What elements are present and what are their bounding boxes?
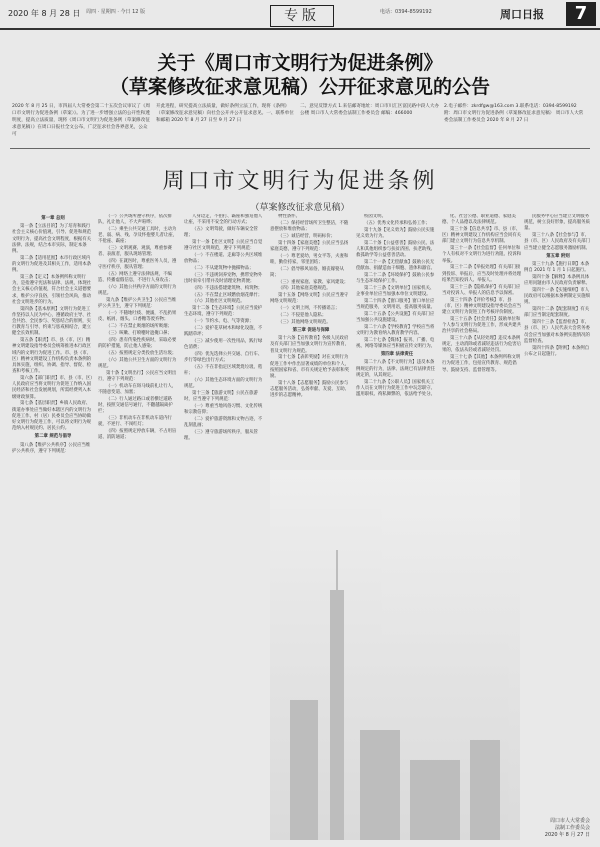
article-paragraph: （六）其他公共卫生方面的文明行为规范。 bbox=[98, 357, 177, 369]
law-column-2 bbox=[98, 214, 180, 842]
chapter-heading: 第一章 总则 bbox=[41, 216, 65, 221]
article-paragraph: （三）重视家庭、家教、家风建设； bbox=[278, 279, 349, 285]
law-column-6 bbox=[442, 214, 524, 842]
article-paragraph: （三）诚信经营，明码标价； bbox=[278, 233, 336, 239]
article-paragraph: 第四十三条【监督检查】市、县（市、区）人民代表大会常务委员会应当加强对本条例实施情况的监督检查。 bbox=[524, 320, 590, 344]
article-paragraph: （一）节约水、电、气等资源； bbox=[192, 319, 254, 325]
article-paragraph: （三）减少使用一次性用品，践行绿色消费； bbox=[184, 338, 263, 351]
article-paragraph: 第二十六条【学校教育】学校应当将文明行为教育纳入教育教学内容。 bbox=[356, 324, 435, 336]
article-paragraph: 第四十二条【配套制度】有关部门应当制定配套制度。 bbox=[524, 307, 590, 319]
article-paragraph: （五）不在非指定区域焚烧垃圾、秸秆； bbox=[184, 364, 263, 377]
signature-date: 2020 年 8 月 27 日 bbox=[544, 832, 590, 838]
article-paragraph: （六）其他公共秩序方面的文明行为规范。 bbox=[98, 285, 177, 297]
article-paragraph: （三）遵守旅游场所秩序，服从管理。 bbox=[184, 429, 258, 442]
law-column-7 bbox=[524, 214, 592, 842]
article-paragraph: （一）尊重当地风俗习惯、文化传统和宗教信仰； bbox=[184, 403, 263, 416]
article-paragraph: （五）优秀文化传承和弘扬工作； bbox=[364, 220, 430, 226]
article-paragraph: （五）不在禁止区域燃放烟花爆竹； bbox=[192, 292, 263, 298]
article-paragraph: （四）按照规定停放车辆，不占用盲道、消防通道； bbox=[98, 428, 177, 440]
announcement-title-line2: （草案修改征求意见稿）公开征求意见的公告 bbox=[109, 76, 490, 98]
article-paragraph: （二）不在禁止吸烟的场所吸烟； bbox=[106, 324, 172, 330]
article-paragraph: 第二十条【公益慈善】鼓励公民、法人和其他组织参与扶贫济困、扶老助残、救孤助学等公益慈善活动。 bbox=[356, 240, 436, 258]
article-paragraph: 第三十一条【社会监督】任何单位和个人有权对不文明行为进行劝阻、投诉和举报。 bbox=[442, 246, 522, 264]
article-paragraph: 第二十七条【媒体】报刊、广播、电视、网络等媒体应当积极宣传文明行为。 bbox=[356, 337, 436, 349]
article-paragraph: 第三十四条【评价考核】市、县（市、区）精神文明建设指导委员会应当建立文明行为促进工作考核评价制度。 bbox=[442, 297, 522, 316]
law-column-5 bbox=[356, 214, 438, 842]
article-paragraph: 第四十条【解释】本条例具体应用问题由市人民政府负责解释。 bbox=[524, 275, 590, 287]
chapter-heading: 第三章 促进与保障 bbox=[292, 327, 330, 333]
article-paragraph: （六）其他生态环境方面的文明行为规范。 bbox=[184, 377, 263, 390]
announcement-intro-col4: 2.电子邮件：zkrdfgw@163.com 3.联系电话：0394-8599192 附：周口市文明行为促进条例（草案修改征求意见稿） 周口市人大常委会法制工作委员会 2020 年 8 月 27 日 bbox=[444, 104, 584, 123]
issue-date: 2020 年 8 月 28 日 bbox=[8, 9, 81, 18]
article-paragraph: 第六条【部门职责】市、县（市、区）人民政府应当将文明行为促进工作纳入国民经济和社会发展规划，所需经费列入本级财政预算。 bbox=[12, 376, 93, 400]
article-paragraph: （二）不侵犯他人隐私； bbox=[278, 312, 327, 318]
article-paragraph: 第二十三条【文明单位】国家机关、企事业单位应当加强本单位文明建设。 bbox=[356, 285, 435, 297]
article-paragraph: 第三十五条【社会责任】鼓励单位和个人参与文明行为促进工作，形成共建共治共享的社会格局。 bbox=[442, 316, 522, 335]
article-paragraph: （五）按照规定分类投放生活垃圾； bbox=[106, 350, 177, 356]
article-paragraph: （六）其他社区文明规范。 bbox=[192, 299, 245, 305]
signature-line1: 周口市人大常委会 bbox=[549, 818, 590, 824]
newspaper-name: 周口日报 bbox=[500, 8, 544, 21]
law-title: 周口市文明行为促进条例 bbox=[162, 169, 438, 194]
article-paragraph: （五）网络上遵守法律法规，不编造、传播虚假信息，不进行人身攻击； bbox=[98, 272, 173, 284]
announcement-intro-col2: 开此进程，研究提高立法质量，做好条例立法工作，现将《条例》（草案修改征求意见稿）向社会公开并公开征求意见。一、联系单位和邮箱 2020 年 8 月 27 日至 9 月 27 日 bbox=[156, 104, 294, 123]
contact-info: 电话：0394-8599192 bbox=[380, 9, 432, 15]
article-paragraph: 第一条【立法目的】为了培育和践行社会主义核心价值观，引导、促进和规范文明行为，提高社会文明程度，根据有关法律、法规，结合本市实际，制定本条例。 bbox=[12, 224, 92, 255]
signature-line2: 法制工作委员会 bbox=[554, 825, 590, 831]
chapter-heading: 第二章 规范与倡导 bbox=[34, 434, 72, 440]
article-paragraph: 第十四条【家庭美德】公民应当弘扬家庭美德，遵守下列规范： bbox=[270, 240, 349, 252]
article-paragraph: 第二十五条【公共设施】有关部门应当加强公共设施建设。 bbox=[356, 311, 435, 323]
article-paragraph: （一）机动车在斑马线前礼让行人，不随意变道、加塞； bbox=[98, 383, 177, 395]
law-column-4 bbox=[270, 214, 352, 842]
divider bbox=[10, 148, 590, 149]
article-paragraph: 第二十一条【无偿献血】鼓励公民无偿献血、捐献造血干细胞、遗体和器官。 bbox=[356, 259, 436, 271]
article-paragraph: 第九条【维护公共卫生】公民应当维护公共卫生，遵守下列规范： bbox=[98, 298, 177, 310]
article-paragraph: （二）爱护花草树木和绿化设施，不践踏草坪； bbox=[184, 325, 263, 338]
article-paragraph: （三）非机动车在非机动车道内行驶，不逆行、不闯红灯； bbox=[98, 415, 172, 427]
article-paragraph: （一）不随地吐痰、便溺，不乱扔果皮、纸屑、烟头、口香糖等废弃物； bbox=[98, 311, 177, 323]
page-number: 7 bbox=[566, 2, 596, 26]
article-paragraph: （四）在就医时，尊重医务人员，遵守医疗秩序，服从管理； bbox=[98, 259, 177, 271]
article-paragraph: 校园文明。 bbox=[364, 214, 386, 219]
article-paragraph: （四）患有传染性疾病时，采取必要的防护措施，防止他人感染； bbox=[98, 337, 177, 349]
article-paragraph: 物性条件。 bbox=[278, 214, 300, 219]
article-paragraph: （一）文明上网，不传播谣言； bbox=[278, 306, 340, 312]
signature-block bbox=[545, 818, 590, 839]
announcement-intro-col3: 二、意见反馈方式 1.来信邮寄地址：周口市川汇区富民路中段人大办公楼 周口市人大常委会法制工作委员会 邮编：466000 bbox=[300, 104, 440, 116]
article-paragraph: （二）行人通过路口或者横过道路时，按照交通信号通行，不翻越隔离护栏； bbox=[98, 396, 173, 414]
article-paragraph: 第十条【文明出行】公民应当文明出行，遵守下列规范： bbox=[98, 370, 177, 382]
article-paragraph: 第三条【定义】本条例所称文明行为，是指遵守宪法和法律、法规，体现社会主义核心价值观，符合社会主义道德要求，维护公序良俗，引领社会风尚，推动社会文明进步的行为。 bbox=[12, 275, 92, 305]
article-paragraph: 第十二条【生态环境】公民应当爱护生态环境，遵守下列规范： bbox=[184, 306, 263, 318]
announcement-intro-col1: 2020 年 8 月 25 日，市四届人大常委会第二十五次会议审议了《周口市文明行为促进条例（草案）》。为了进一步增强立法的公开性和透明度，提高立法质量，现将《周口市文明行为促进条例（草案修改征求意见稿）》在周口日报社全文公布，广泛征求社会各界意见，公众可 bbox=[12, 104, 151, 137]
article-paragraph: 第十一条【社区文明】公民应当自觉遵守社区文明规范，遵守下列规范： bbox=[184, 240, 263, 252]
article-paragraph: 第五条【职责】市、县（市、区）精神文明建设指导委员会统筹推进本行政区域内的文明行为促进工作。市、县（市、区）精神文明建设工作机构负责本条例的具体实施，组织、协调、指导、督促、检查和考核工作。 bbox=[12, 338, 92, 375]
section-label: 专版 bbox=[270, 5, 334, 27]
article-paragraph: 第十九条【见义勇为】鼓励公民实施见义勇为行为。 bbox=[356, 227, 435, 239]
article-paragraph: （二）乘坐公共交通工具时，主动为老、弱、病、残、孕及怀抱婴儿者让座，不抢座、霸座； bbox=[98, 227, 178, 245]
article-paragraph: 第十六条【宣传教育】各级人民政府及有关部门应当加强文明行为宣传教育，普及文明行为规范。 bbox=[270, 336, 350, 354]
article-paragraph: 第三十二条【举报处理】有关部门接到投诉、举报后，应当及时处理并将处理结果告知投诉人、举报人。 bbox=[442, 265, 522, 283]
article-paragraph: （二）倡导移风易俗，婚丧嫁娶从简； bbox=[270, 266, 344, 278]
article-paragraph: 第十八条【志愿服务】鼓励公民参与志愿服务活动，弘扬奉献、友爱、互助、进步的志愿精神。 bbox=[270, 380, 350, 399]
article-paragraph: （一）尊老爱幼，男女平等，夫妻和睦，勤俭持家，邻里团结； bbox=[270, 253, 349, 265]
article-paragraph: 第二条【适用范围】本市行政区域内的文明行为促进及其相关工作，适用本条例。 bbox=[12, 255, 92, 274]
article-paragraph: 第三十八条【社会参与】市、县（市、区）人民政府及有关部门应当建立健全志愿服务激励机制。 bbox=[524, 233, 590, 251]
law-column-3 bbox=[184, 214, 266, 842]
article-paragraph: 第十五条【网络文明】公民应当遵守网络文明规范： bbox=[270, 293, 349, 305]
article-paragraph: 第二十八条【不文明行为】违反本条例规定的行为，法律、法规已有法律责任规定的，从其规定。 bbox=[356, 360, 436, 378]
announcement-title-line1: 关于《周口市文明行为促进条例》 bbox=[157, 52, 443, 74]
law-subtitle: （草案修改征求意见稿） bbox=[250, 203, 350, 213]
article-paragraph: 第三十六条【从轻处理】违反本条例规定，主动消除或者减轻违法行为危害后果的，依法从轻或者减轻处罚。 bbox=[442, 336, 522, 354]
article-paragraph: 人身边走，不拍打、霸座和强迫他人让座，不采用不安全的行动方式； bbox=[184, 214, 263, 226]
article-paragraph: 第七条【基层职责】乡镇人民政府、街道办事处应当做好本辖区内的文明行为促进工作。村（居）民委员会应当协助做好文明行为促进工作，可以将文明行为规范纳入村规民约、居民公约。 bbox=[12, 401, 92, 432]
chapter-heading: 第四章 法律责任 bbox=[380, 352, 414, 358]
article-paragraph: （一）公共场所遵守秩序，依次排队，礼让他人，不大声喧哗； bbox=[98, 214, 172, 226]
chapter-heading: 第五章 附则 bbox=[546, 253, 570, 259]
article-paragraph: （二）保持经营场所卫生整洁，不随意摆放和堆放物品； bbox=[270, 220, 349, 232]
article-paragraph: （一）不在楼道、走廊等公共区域堆放物品； bbox=[184, 253, 263, 265]
article-paragraph: （四）其他家庭美德规范。 bbox=[278, 286, 331, 292]
article-paragraph: 第三十七条【其他】本条例所称文明行为促进工作，包括宣传教育、规范倡导、鼓励支持、监督管理等。 bbox=[442, 355, 521, 373]
article-paragraph: （四）优先选择公共交通、自行车、步行等绿色出行方式； bbox=[184, 351, 263, 364]
article-paragraph: 第四十四条【附则】本条例自公布之日起施行。 bbox=[524, 345, 590, 357]
article-paragraph: 第十七条【表彰奖励】对在文明行为促进工作中作出显著成绩的单位和个人，按照国家和省、市有关规定给予表彰和奖励。 bbox=[270, 355, 350, 379]
article-paragraph: 第十三条【旅游文明】公民在旅游时，应当遵守下列规范： bbox=[184, 390, 258, 403]
issue-meta: 周四 · 星期四 · 今日 12 版 bbox=[86, 9, 146, 15]
article-paragraph: （三）咳嗽、打喷嚏时遮掩口鼻； bbox=[106, 331, 172, 336]
article-paragraph: （二）不从建筑物中抛掷物品； bbox=[192, 266, 254, 271]
law-column-1 bbox=[12, 214, 94, 842]
article-paragraph: 第三十条【信息共享】市、县（市、区）精神文明建设工作机构应当会同有关部门建立文明行为信息共享机制。 bbox=[442, 227, 522, 245]
article-paragraph: （二）爱护旅游资源和文物古迹，不乱刻乱画； bbox=[184, 416, 263, 429]
article-paragraph: 第二十九条【公职人员】国家机关工作人员在文明行为促进工作中玩忽职守、滥用职权、徇私舞弊的，依法给予处分。 bbox=[356, 379, 436, 398]
article-paragraph: （四）不违法搭建建筑物、构筑物； bbox=[192, 285, 263, 291]
article-paragraph: （三）其他网络文明规范。 bbox=[278, 319, 331, 325]
article-paragraph: 第四十一条【实施细则】市人民政府可以根据本条例制定实施细则。 bbox=[524, 288, 590, 306]
article-paragraph: 第八条【维护公共秩序】公民应当维护公共秩序，遵守下列规范： bbox=[12, 442, 91, 454]
article-paragraph: 化、社会公德、职业道德、家庭美德、个人品德以及法律规范。 bbox=[442, 214, 516, 226]
article-paragraph: 第二十二条【环境保护】鼓励公民参与生态环境保护工作。 bbox=[356, 272, 435, 284]
article-paragraph: 民服务中心应当建立文明服务规范，树立良好形象，提高服务质量。 bbox=[524, 214, 590, 232]
article-paragraph: （三）文明观赛、观演，尊重参赛者、表演者，服从现场管理； bbox=[98, 246, 172, 258]
article-paragraph: 第二十四条【窗口服务】窗口单位应当规范服务，文明用语，提高服务质量。 bbox=[356, 298, 436, 310]
article-paragraph: 第三十九条【施行日期】本条例自 2021 年 1 月 1 日起施行。 bbox=[524, 262, 590, 274]
article-paragraph: 第四条【基本原则】文明行为促进工作坚持以人民为中心，遵循政府主导、社会共治、全民参与、奖惩结合的原则，实行教育与引导、约束与惩戒相结合，建立健全长效机制。 bbox=[12, 306, 92, 337]
article-paragraph: 第三十三条【隐私保护】有关部门应当对投诉人、举报人的信息予以保密。 bbox=[442, 284, 521, 296]
article-paragraph: （三）不违规饲养宠物，携带宠物外出时束牵引带并及时清理宠物粪便； bbox=[184, 272, 263, 284]
article-paragraph: （五）文明驾驶，做好车辆安全管理； bbox=[184, 227, 258, 239]
page-header bbox=[0, 0, 600, 30]
